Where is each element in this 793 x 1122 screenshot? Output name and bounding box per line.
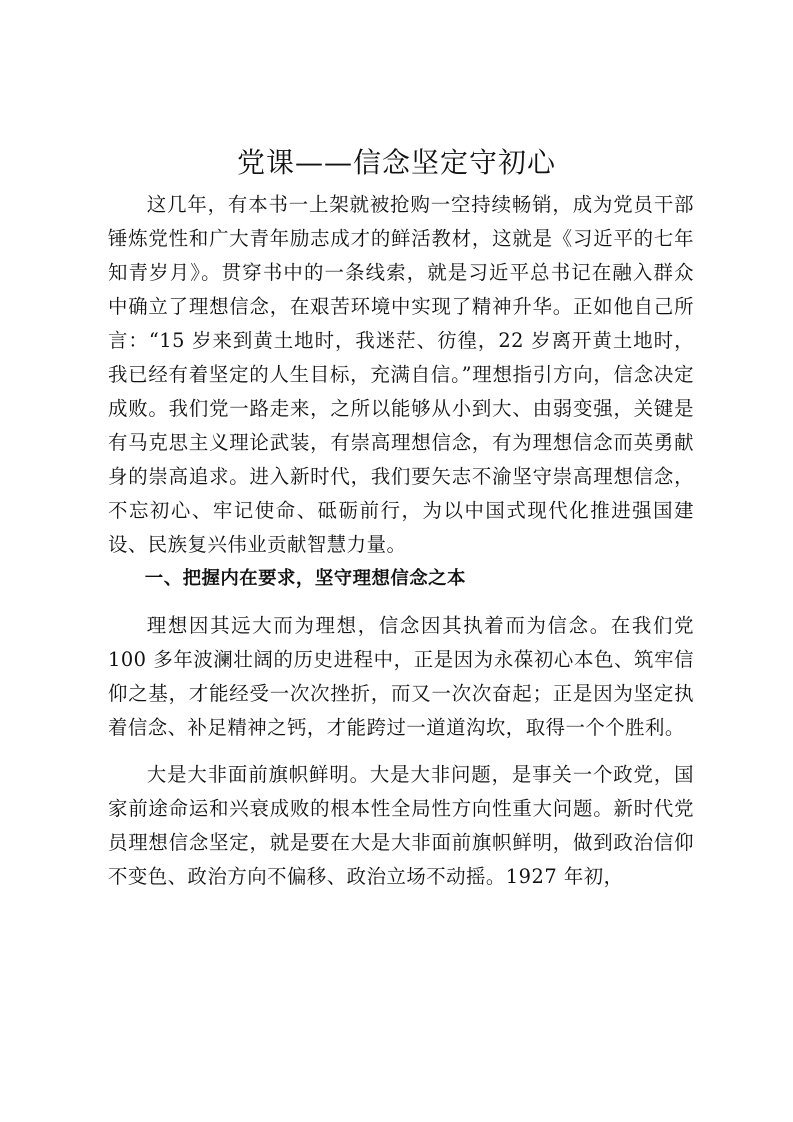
document-body [108, 188, 694, 894]
paragraph-ideals: 理想因其远大而为理想，信念因其执着而为信念。在我们党 100 多年波澜壮阔的历史进程中，正是因为永葆初心本色、筑牢信仰之基，才能经受一次次挫折，而又一次次奋起；正是因为坚定执着信念、补足精神之钙，才能跨过一道道沟坎，取得一个个胜利。 [108, 614, 694, 739]
section-heading: 一、把握内在要求，坚守理想信念之本 [144, 568, 466, 589]
document-title: 党课——信念坚定守初心 [236, 146, 556, 179]
paragraph-intro: 这几年，有本书一上架就被抢购一空持续畅销，成为党员干部锤炼党性和广大青年励志成才的鲜活教材，这就是《习近平的七年知青岁月》。贯穿书中的一条线索，就是习近平总书记在融入群众中确立了理想信念，在艰苦环境中实现了精神升华。正如他自己所言：“15 岁来到黄土地时，我迷茫、彷徨，22 岁离开黄土地时，我已经有着坚定的人生目标，充满自信。”理想指引方向，信念决定成败。我们党一路走来，之所以能够从小到大、由弱变强，关键是有马克思主义理论武装，有崇高理想信念，有为理想信念而英勇献身的崇高追求。进入新时代，我们要矢志不渝坚守崇高理想信念，不忘初心、牢记使命、砥砺前行，为以中国式现代化推进强国建设、民族复兴伟业贡献智慧力量。 [108, 193, 694, 556]
paragraph-principles: 大是大非面前旗帜鲜明。大是大非问题，是事关一个政党，国家前途命运和兴衰成败的根本性全局性方向性重大问题。新时代党员理想信念坚定，就是要在大是大非面前旗帜鲜明，做到政治信仰不变色、政治方向不偏移、政治立场不动摇。1927 年初， [108, 763, 694, 888]
